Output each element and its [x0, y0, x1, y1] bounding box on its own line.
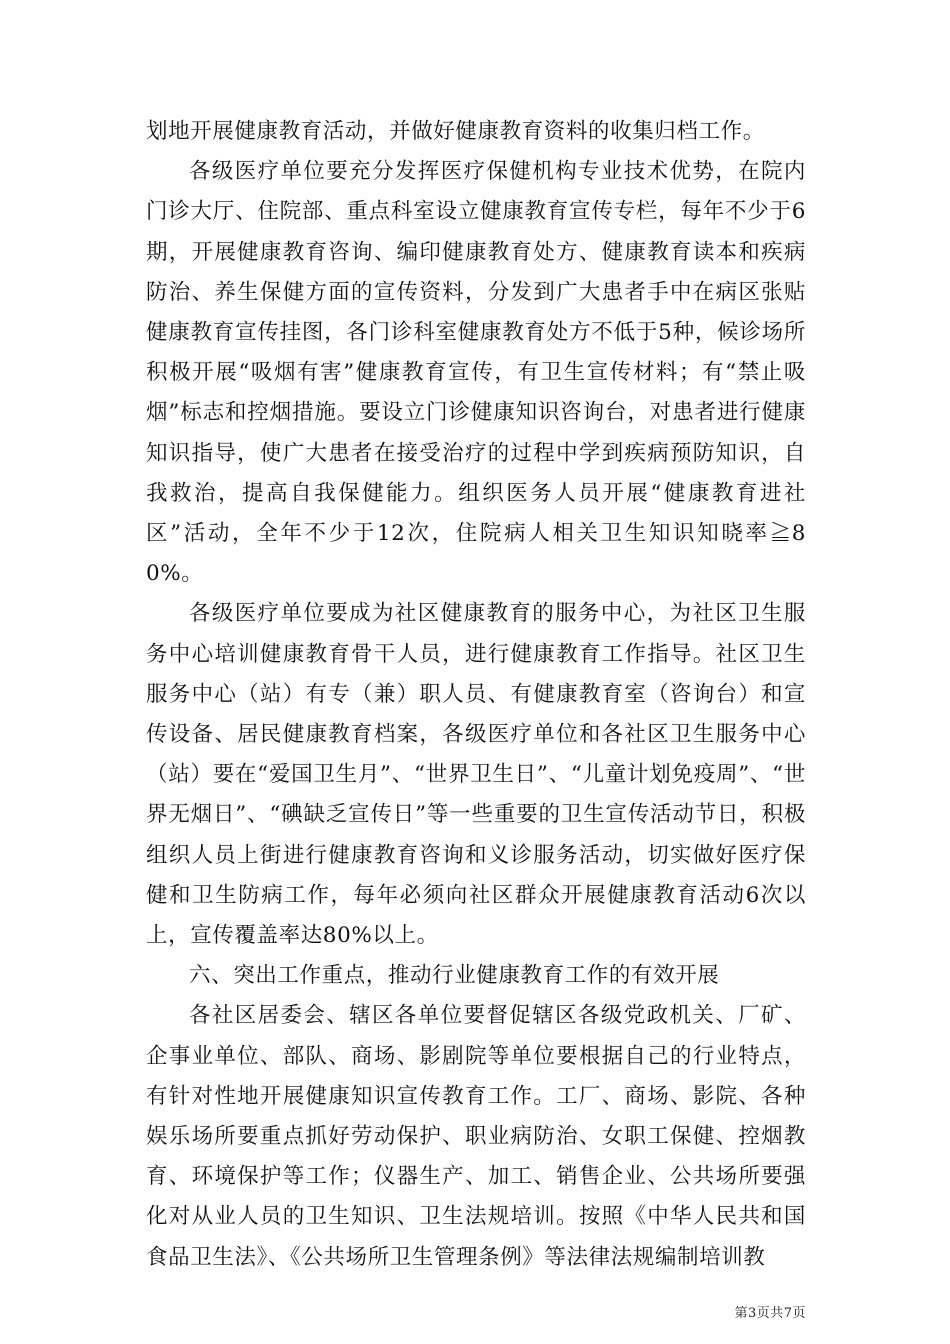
body-text	[146, 112, 806, 1278]
paragraph-community-education: 各级医疗单位要成为社区健康教育的服务中心，为社区卫生服务中心培训健康教育骨干人员，进行健康教育工作指导。社区卫生服务中心（站）有专（兼）职人员、有健康教育室（咨询台）和宣传设备、居民健康教育档案，各级医疗单位和各社区卫生服务中心（站）要在“爱国卫生月”、“世界卫生日”、“儿童计划免疫周”、“世界无烟日”、“碘缺乏宣传日”等一些重要的卫生宣传活动节日，积极组织人员上街进行健康教育咨询和义诊服务活动，切实做好医疗保健和卫生防病工作，每年必须向社区群众开展健康教育活动6次以上，宣传覆盖率达80%以上。	[146, 601, 806, 949]
paragraph-continuation: 划地开展健康教育活动，并做好健康教育资料的收集归档工作。	[146, 119, 765, 144]
paragraph-hospital-education: 各级医疗单位要充分发挥医疗保健机构专业技术优势，在院内门诊大厅、住院部、重点科室设立健康教育宣传专栏，每年不少于6期，开展健康教育咨询、编印健康教育处方、健康教育读本和疾病防治、养生保健方面的宣传资料，分发到广大患者手中在病区张贴健康教育宣传挂图，各门诊科室健康教育处方不低于5种，候诊场所积极开展“吸烟有害”健康教育宣传，有卫生宣传材料；有“禁止吸烟”标志和控烟措施。要设立门诊健康知识咨询台，对患者进行健康知识指导，使广大患者在接受治疗的过程中学到疾病预防知识，自我救治，提高自我保健能力。组织医务人员开展“健康教育进社区”活动，全年不少于12次，住院病人相关卫生知识知晓率≧80%。	[146, 159, 806, 587]
paragraph-industry-education: 各社区居委会、辖区各单位要督促辖区各级党政机关、厂矿、企事业单位、部队、商场、影剧院等单位要根据自己的行业特点，有针对性地开展健康知识宣传教育工作。工厂、商场、影院、各种娱乐场所要重点抓好劳动保护、职业病防治、女职工保健、控烟教育、环境保护等工作；仪器生产、加工、销售企业、公共场所要强化对从业人员的卫生知识、卫生法规培训。按照《中华人民共和国食品卫生法》、《公共场所卫生管理条例》等法律法规编制培训教	[146, 1003, 806, 1270]
page-number: 第3页共7页	[734, 1306, 806, 1321]
section-heading-six: 六、突出工作重点，推动行业健康教育工作的有效开展	[189, 963, 720, 989]
